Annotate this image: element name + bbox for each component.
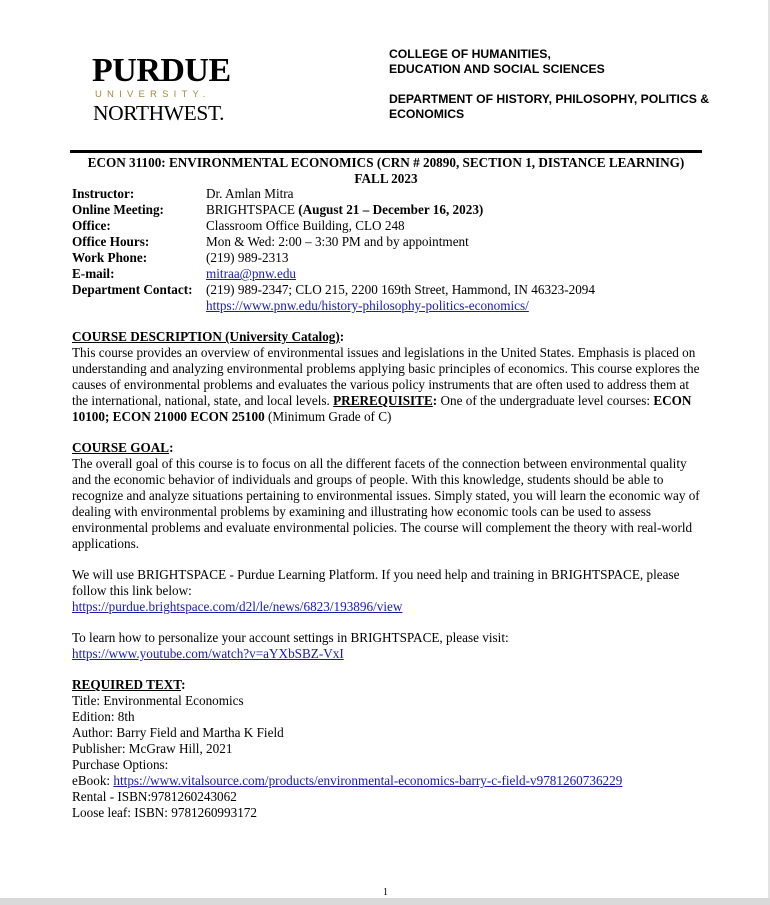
- youtube-link[interactable]: https://www.youtube.com/watch?v=aYXbSBZ-VxI: [72, 646, 344, 661]
- work-phone-label: Work Phone:: [72, 250, 148, 265]
- personalize-text: To learn how to personalize your account settings in BRIGHTSPACE, please visit:: [72, 630, 509, 645]
- book-author: Author: Barry Field and Martha K Field: [72, 725, 284, 740]
- page-number: 1: [383, 887, 388, 898]
- book-title: Title: Environmental Economics: [72, 693, 244, 708]
- course-goal-text: The overall goal of this course is to focus on all the different facets of the connection between environmental quality and the economic behavior of individuals and groups of people. With this knowledge, students should be able to recognize and analyze situations pertaining to environmental issues. Simply stated, you will learn the economic way of dealing with environmental problems by examining and illustrating how economic tools can be used to assess environmental problems and evaluate environmental policies. The course will complement the theory with real-world applications.: [72, 456, 700, 551]
- course-goal-heading: COURSE GOAL:: [72, 440, 174, 455]
- course-title: [70, 155, 702, 187]
- page-edge-bottom: [0, 898, 770, 905]
- department-line-2: ECONOMICS: [389, 107, 465, 121]
- book-edition: Edition: 8th: [72, 709, 135, 724]
- college-line-2: EDUCATION AND SOCIAL SCIENCES: [389, 62, 605, 76]
- department-contact-label: Department Contact:: [72, 282, 193, 297]
- rental-isbn: Rental - ISBN:9781260243062: [72, 789, 237, 804]
- online-meeting-value: [206, 202, 483, 218]
- loose-leaf-isbn: Loose leaf: ISBN: 9781260993172: [72, 805, 257, 820]
- college-line-1: COLLEGE OF HUMANITIES,: [389, 47, 551, 61]
- book-publisher: Publisher: McGraw Hill, 2021: [72, 741, 233, 756]
- instructor-label: Instructor:: [72, 186, 135, 201]
- email-label: E-mail:: [72, 266, 115, 281]
- ebook-link[interactable]: https://www.vitalsource.com/products/environmental-economics-barry-c-field-v9781260736229: [113, 773, 623, 788]
- header-divider: [70, 150, 702, 153]
- prerequisite-courses: ECON 10100; ECON 21000 ECON 25100: [72, 393, 692, 424]
- prerequisite-label: PREREQUISITE: [333, 393, 433, 408]
- online-meeting-label: Online Meeting:: [72, 202, 164, 217]
- office-hours-label: Office Hours:: [72, 234, 150, 249]
- course-description-text: This course provides an overview of environmental issues and legislations in the United States. Emphasis is placed on understanding and analyzing environmental problems applying basic principles of economics. This course explores the causes of environmental problems and evaluates the various policy instruments that are often used to address them at the international, national, state, and local levels. PREREQUISITE: One of the undergraduate level courses: ECON 10100; ECON 21000 ECON 25100 (Minimum Grade of C): [72, 345, 700, 424]
- required-text-section: [72, 677, 700, 821]
- logo-purdue-text: PURDUE: [92, 52, 231, 89]
- brightspace-help-link[interactable]: https://purdue.brightspace.com/d2l/le/news/6823/193896/view: [72, 599, 403, 614]
- office-value: Classroom Office Building, CLO 248: [206, 218, 405, 233]
- department-contact-value: (219) 989-2347; CLO 215, 2200 169th Street, Hammond, IN 46323-2094: [206, 282, 595, 297]
- meeting-dates: (August 21 – December 16, 2023): [298, 202, 484, 217]
- email-link[interactable]: mitraa@pnw.edu: [206, 266, 297, 281]
- course-goal-section: [72, 440, 700, 552]
- college-header: [389, 47, 709, 122]
- brightspace-section: [72, 567, 700, 615]
- brightspace-text: We will use BRIGHTSPACE - Purdue Learning Platform. If you need help and training in BRIGHTSPACE, please follow this link below:: [72, 567, 680, 598]
- ebook-row: eBook: https://www.vitalsource.com/products/environmental-economics-barry-c-field-v9781260736229: [72, 773, 623, 788]
- logo-northwest-text: NORTHWEST.: [93, 101, 225, 125]
- office-label: Office:: [72, 218, 111, 233]
- work-phone-value: (219) 989-2313: [206, 250, 289, 265]
- department-line-1: DEPARTMENT OF HISTORY, PHILOSOPHY, POLITICS &: [389, 92, 710, 106]
- instructor-value: Dr. Amlan Mitra: [206, 186, 294, 201]
- course-title-line-1: ECON 31100: ENVIRONMENTAL ECONOMICS (CRN # 20890, SECTION 1, DISTANCE LEARNING): [87, 155, 685, 170]
- department-url-link[interactable]: https://www.pnw.edu/history-philosophy-politics-economics/: [206, 298, 529, 313]
- purdue-northwest-logo: [92, 54, 242, 124]
- meeting-platform: BRIGHTSPACE: [206, 202, 295, 217]
- personalize-section: [72, 630, 700, 662]
- course-description-heading: COURSE DESCRIPTION (University Catalog):: [72, 329, 345, 344]
- office-hours-value: Mon & Wed: 2:00 – 3:30 PM and by appointment: [206, 234, 469, 249]
- course-title-line-2: FALL 2023: [354, 171, 418, 186]
- purchase-options: Purchase Options:: [72, 757, 169, 772]
- required-text-heading: REQUIRED TEXT:: [72, 677, 186, 692]
- course-description-section: [72, 329, 700, 425]
- logo-university-text: UNIVERSITY.: [95, 89, 211, 100]
